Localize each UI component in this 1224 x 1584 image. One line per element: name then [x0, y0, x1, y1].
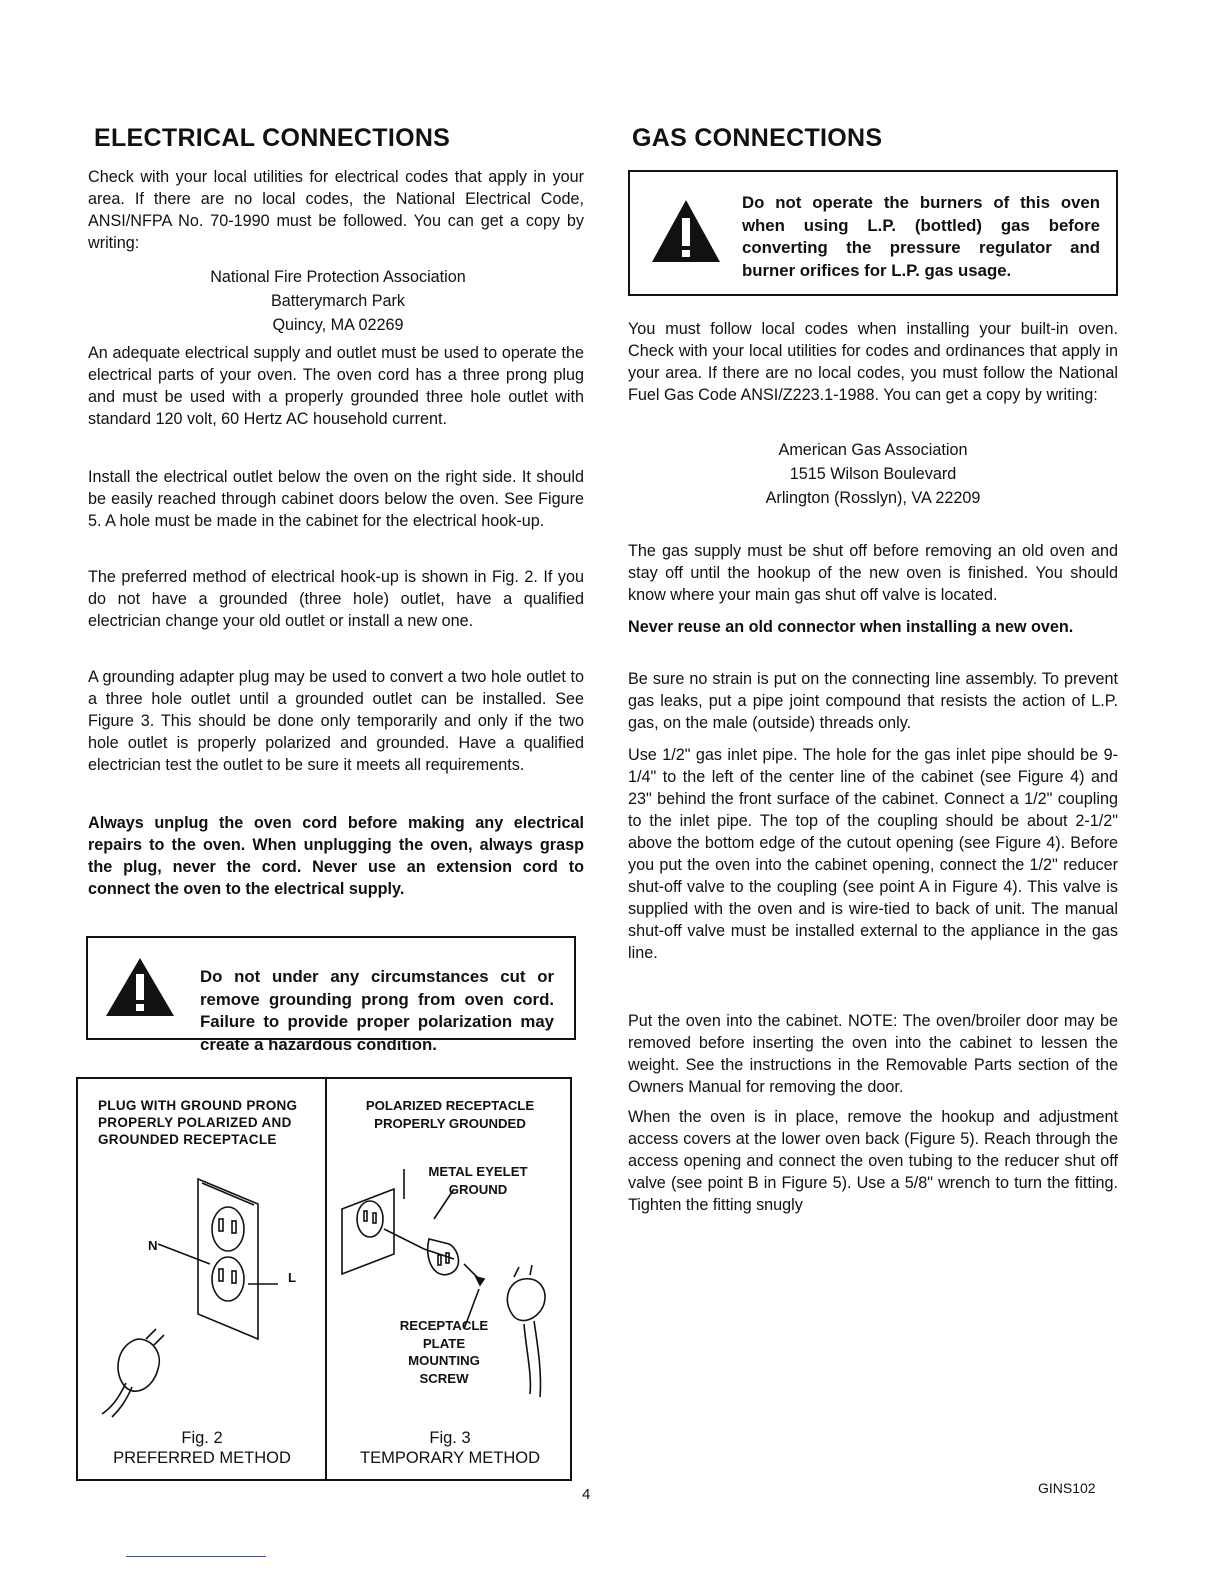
label-line: SCREW	[419, 1370, 469, 1386]
electrical-paragraph-1: Check with your local utilities for electrical codes that apply in your area. If there are no local codes, the National Electrical Code, ANSI/NFPA No. 70-1990 must be followed. You can get a copy by writing:	[88, 168, 584, 252]
gas-paragraph-5: Use 1/2" gas inlet pipe. The hole for the gas inlet pipe should be 9-1/4" to the left of the center line of the cabinet (see Figure 4) and 23" behind the front surface of the cabinet. Connect a 1/2" coupling to the inlet pipe. The top of the coupling should be about 2-1/2" above the bottom edge of the cutout opening (see Figure 4). Before you put the oven into the cabinet opening, connect the 1/2" reducer shut-off valve to the coupling (see point A in Figure 4). This valve is supplied with the oven and is wire-tied to back of unit. The manual shut-off valve must be installed external to the appliance in the gas line.	[628, 746, 1118, 962]
electrical-paragraph-3: Install the electrical outlet below the oven on the right side. It should be easily reached through cabinet doors below the oven. See Figure 5. A hole must be made in the cabinet for the electrical hook-up.	[88, 468, 584, 530]
fig2-number: Fig. 2	[181, 1429, 223, 1447]
decorative-line	[126, 1556, 266, 1557]
caption-line: PROPERLY GROUNDED	[374, 1115, 526, 1131]
label-line: METAL EYELET	[428, 1164, 528, 1179]
nfpa-address	[88, 265, 588, 337]
gas-paragraph-1: You must follow local codes when installing your built-in oven. Check with your local utilities for codes and ordinances that apply in your area. If there are no local codes, you must follow the National Fuel Gas Code ANSI/Z223.1-1988. You can get a copy by writing:	[628, 320, 1118, 404]
warning-icon	[104, 956, 176, 1018]
gas-paragraph-6: Put the oven into the cabinet. NOTE: The oven/broiler door may be removed before inserting the oven into the cabinet to lessen the weight. See the instructions in the Removable Parts section of the Owners Manual for removing the door.	[628, 1012, 1118, 1096]
address-line: National Fire Protection Association	[210, 268, 466, 286]
aga-address	[628, 438, 1118, 510]
address-line: Arlington (Rosslyn), VA 22209	[765, 489, 981, 507]
caption-line: GROUNDED RECEPTACLE	[98, 1132, 277, 1147]
address-line: American Gas Association	[778, 441, 968, 459]
figure-divider	[325, 1079, 327, 1479]
electrical-paragraph-2: An adequate electrical supply and outlet must be used to operate the electrical parts of your oven. The oven cord has a three prong plug and must be used with a properly grounded three hole outlet with standard 120 volt, 60 Hertz AC household current.	[88, 344, 584, 428]
live-label: L	[288, 1270, 297, 1285]
figures-panel	[76, 1077, 572, 1481]
gas-title: GAS CONNECTIONS	[632, 124, 883, 152]
grounded-outlet-illustration	[98, 1169, 318, 1419]
neutral-label: N	[148, 1238, 158, 1253]
caption-line: PROPERLY POLARIZED AND	[98, 1115, 292, 1130]
label-line: MOUNTING	[408, 1353, 480, 1368]
document-code: GINS102	[1038, 1480, 1096, 1496]
electrical-paragraph-5: A grounding adapter plug may be used to convert a two hole outlet to a three hole outlet until a grounded outlet can be installed. See Figure 3. This should be done only temporarily and only if the two hole outlet is properly polarized and grounded. Have a qualified electrician test the outlet to be sure it meets all requirements.	[88, 668, 584, 774]
gas-warning-box	[628, 170, 1118, 296]
address-line: Quincy, MA 02269	[272, 316, 404, 334]
gas-paragraph-2: The gas supply must be shut off before removing an old oven and stay off until the hookup of the new oven is finished. You should know where your main gas shut off valve is located.	[628, 542, 1118, 604]
label-line: PLATE	[422, 1335, 466, 1351]
label-line: GROUND	[448, 1181, 508, 1197]
electrical-warning-paragraph: Always unplug the oven cord before making any electrical repairs to the oven. When unplugging the oven, always grasp the plug, never the cord. Never use an extension cord to connect the oven to the electrical supply.	[88, 814, 584, 898]
electrical-title: ELECTRICAL CONNECTIONS	[94, 124, 451, 152]
address-line: 1515 Wilson Boulevard	[789, 465, 957, 483]
caption-line: POLARIZED RECEPTACLE	[365, 1098, 535, 1113]
warning-icon	[650, 198, 722, 264]
fig3-number: Fig. 3	[429, 1429, 471, 1447]
electrical-paragraph-4: The preferred method of electrical hook-up is shown in Fig. 2. If you do not have a grounded (three hole) outlet, have a qualified electrician change your old outlet or install a new one.	[88, 568, 584, 630]
gas-paragraph-7: When the oven is in place, remove the hookup and adjustment access covers at the lower oven back (Figure 5). Reach through the access opening and connect the oven tubing to the reducer shut off valve (see point B in Figure 5). Use a 5/8" wrench to turn the fitting. Tighten the fitting snugly	[628, 1108, 1118, 1214]
mounting-screw-label	[384, 1317, 504, 1387]
caption-line: PLUG WITH GROUND PRONG	[98, 1098, 298, 1113]
electrical-warning-box	[86, 936, 576, 1054]
gas-warning-text: Do not operate the burners of this oven when using L.P. (bottled) gas before converting the pressure regulator and burner orifices for L.P. gas usage.	[742, 193, 1100, 280]
page-number: 4	[582, 1486, 591, 1503]
address-line: Batterymarch Park	[270, 292, 406, 310]
label-line: RECEPTACLE	[399, 1318, 489, 1333]
fig2-caption	[98, 1097, 322, 1148]
fig2-title: PREFERRED METHOD	[113, 1449, 291, 1467]
gas-warning-paragraph: Never reuse an old connector when installing a new oven.	[628, 618, 1074, 636]
electrical-warning-text: Do not under any circumstances cut or remove grounding prong from oven cord. Failure to provide proper polarization may create a hazardous condition.	[200, 967, 554, 1054]
fig3-title: TEMPORARY METHOD	[360, 1449, 540, 1467]
fig3-caption	[328, 1097, 572, 1132]
gas-paragraph-4: Be sure no strain is put on the connecting line assembly. To prevent gas leaks, put a pipe joint compound that resists the action of L.P. gas, on the male (outside) threads only.	[628, 670, 1118, 732]
